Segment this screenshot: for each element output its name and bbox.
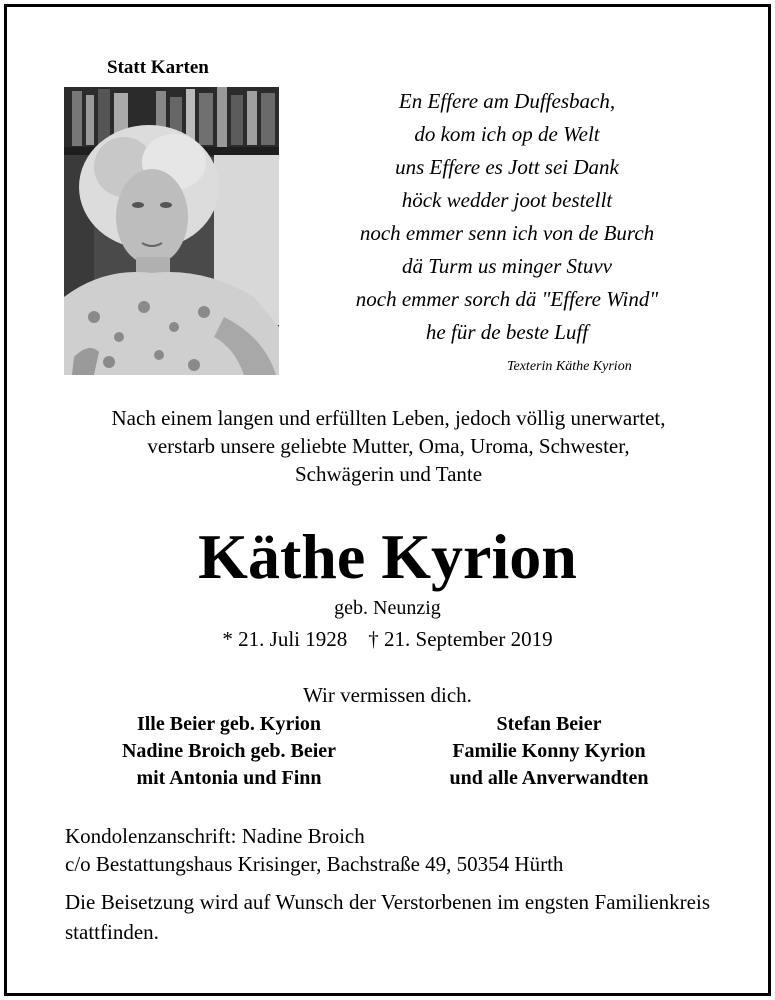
mourners-right-column xyxy=(379,711,719,792)
poem-credit: Texterin Käthe Kyrion xyxy=(507,359,632,374)
poem-line: do kom ich op de Welt xyxy=(414,122,600,146)
condolence-address xyxy=(65,822,563,878)
poem-line: he für de beste Luff xyxy=(425,320,589,344)
poem-line: uns Effere es Jott sei Dank xyxy=(395,155,619,179)
announcement-line: verstarb unsere geliebte Mutter, Oma, Uroma, Schwester, xyxy=(147,434,630,458)
mourner-name: und alle Anverwandten xyxy=(449,767,649,789)
poem-line: noch emmer sorch dä "Effere Wind" xyxy=(355,287,659,311)
mourner-name: Nadine Broich geb. Beier xyxy=(121,740,337,762)
mourner-name: Familie Konny Kyrion xyxy=(452,740,646,762)
portrait-photo xyxy=(64,87,279,375)
mourners-left-column xyxy=(59,711,399,792)
mourner-name: mit Antonia und Finn xyxy=(136,767,322,789)
life-dates xyxy=(7,627,768,652)
mourner-name: Ille Beier geb. Kyrion xyxy=(136,713,322,735)
burial-notice: Die Beisetzung wird auf Wunsch der Verstorbenen im engsten Familienkreis stattfinden. xyxy=(65,890,710,944)
obituary-notice xyxy=(4,4,771,996)
death-date: † 21. September 2019 xyxy=(368,627,553,651)
poem-line: höck wedder joot bestellt xyxy=(401,188,613,212)
announcement-line: Nach einem langen und erfüllten Leben, jedoch völlig unerwartet, xyxy=(111,406,666,430)
poem-line: En Effere am Duffesbach, xyxy=(398,89,616,113)
statt-karten-heading: Statt Karten xyxy=(107,57,209,78)
deceased-name: Käthe Kyrion xyxy=(198,521,577,592)
maiden-name: geb. Neunzig xyxy=(334,597,441,619)
poem xyxy=(307,85,707,349)
condolence-line: Kondolenzanschrift: Nadine Broich xyxy=(65,824,365,848)
poem-line: dä Turm us minger Stuvv xyxy=(402,254,612,278)
mourner-name: Stefan Beier xyxy=(496,713,602,735)
birth-date: * 21. Juli 1928 xyxy=(222,627,348,651)
condolence-line: c/o Bestattungshaus Krisinger, Bachstraße 49, 50354 Hürth xyxy=(65,852,564,876)
poem-line: noch emmer senn ich von de Burch xyxy=(359,221,655,245)
mourners-intro: Wir vermissen dich. xyxy=(303,683,472,707)
announcement-line: Schwägerin und Tante xyxy=(294,462,483,486)
death-announcement xyxy=(47,404,730,488)
